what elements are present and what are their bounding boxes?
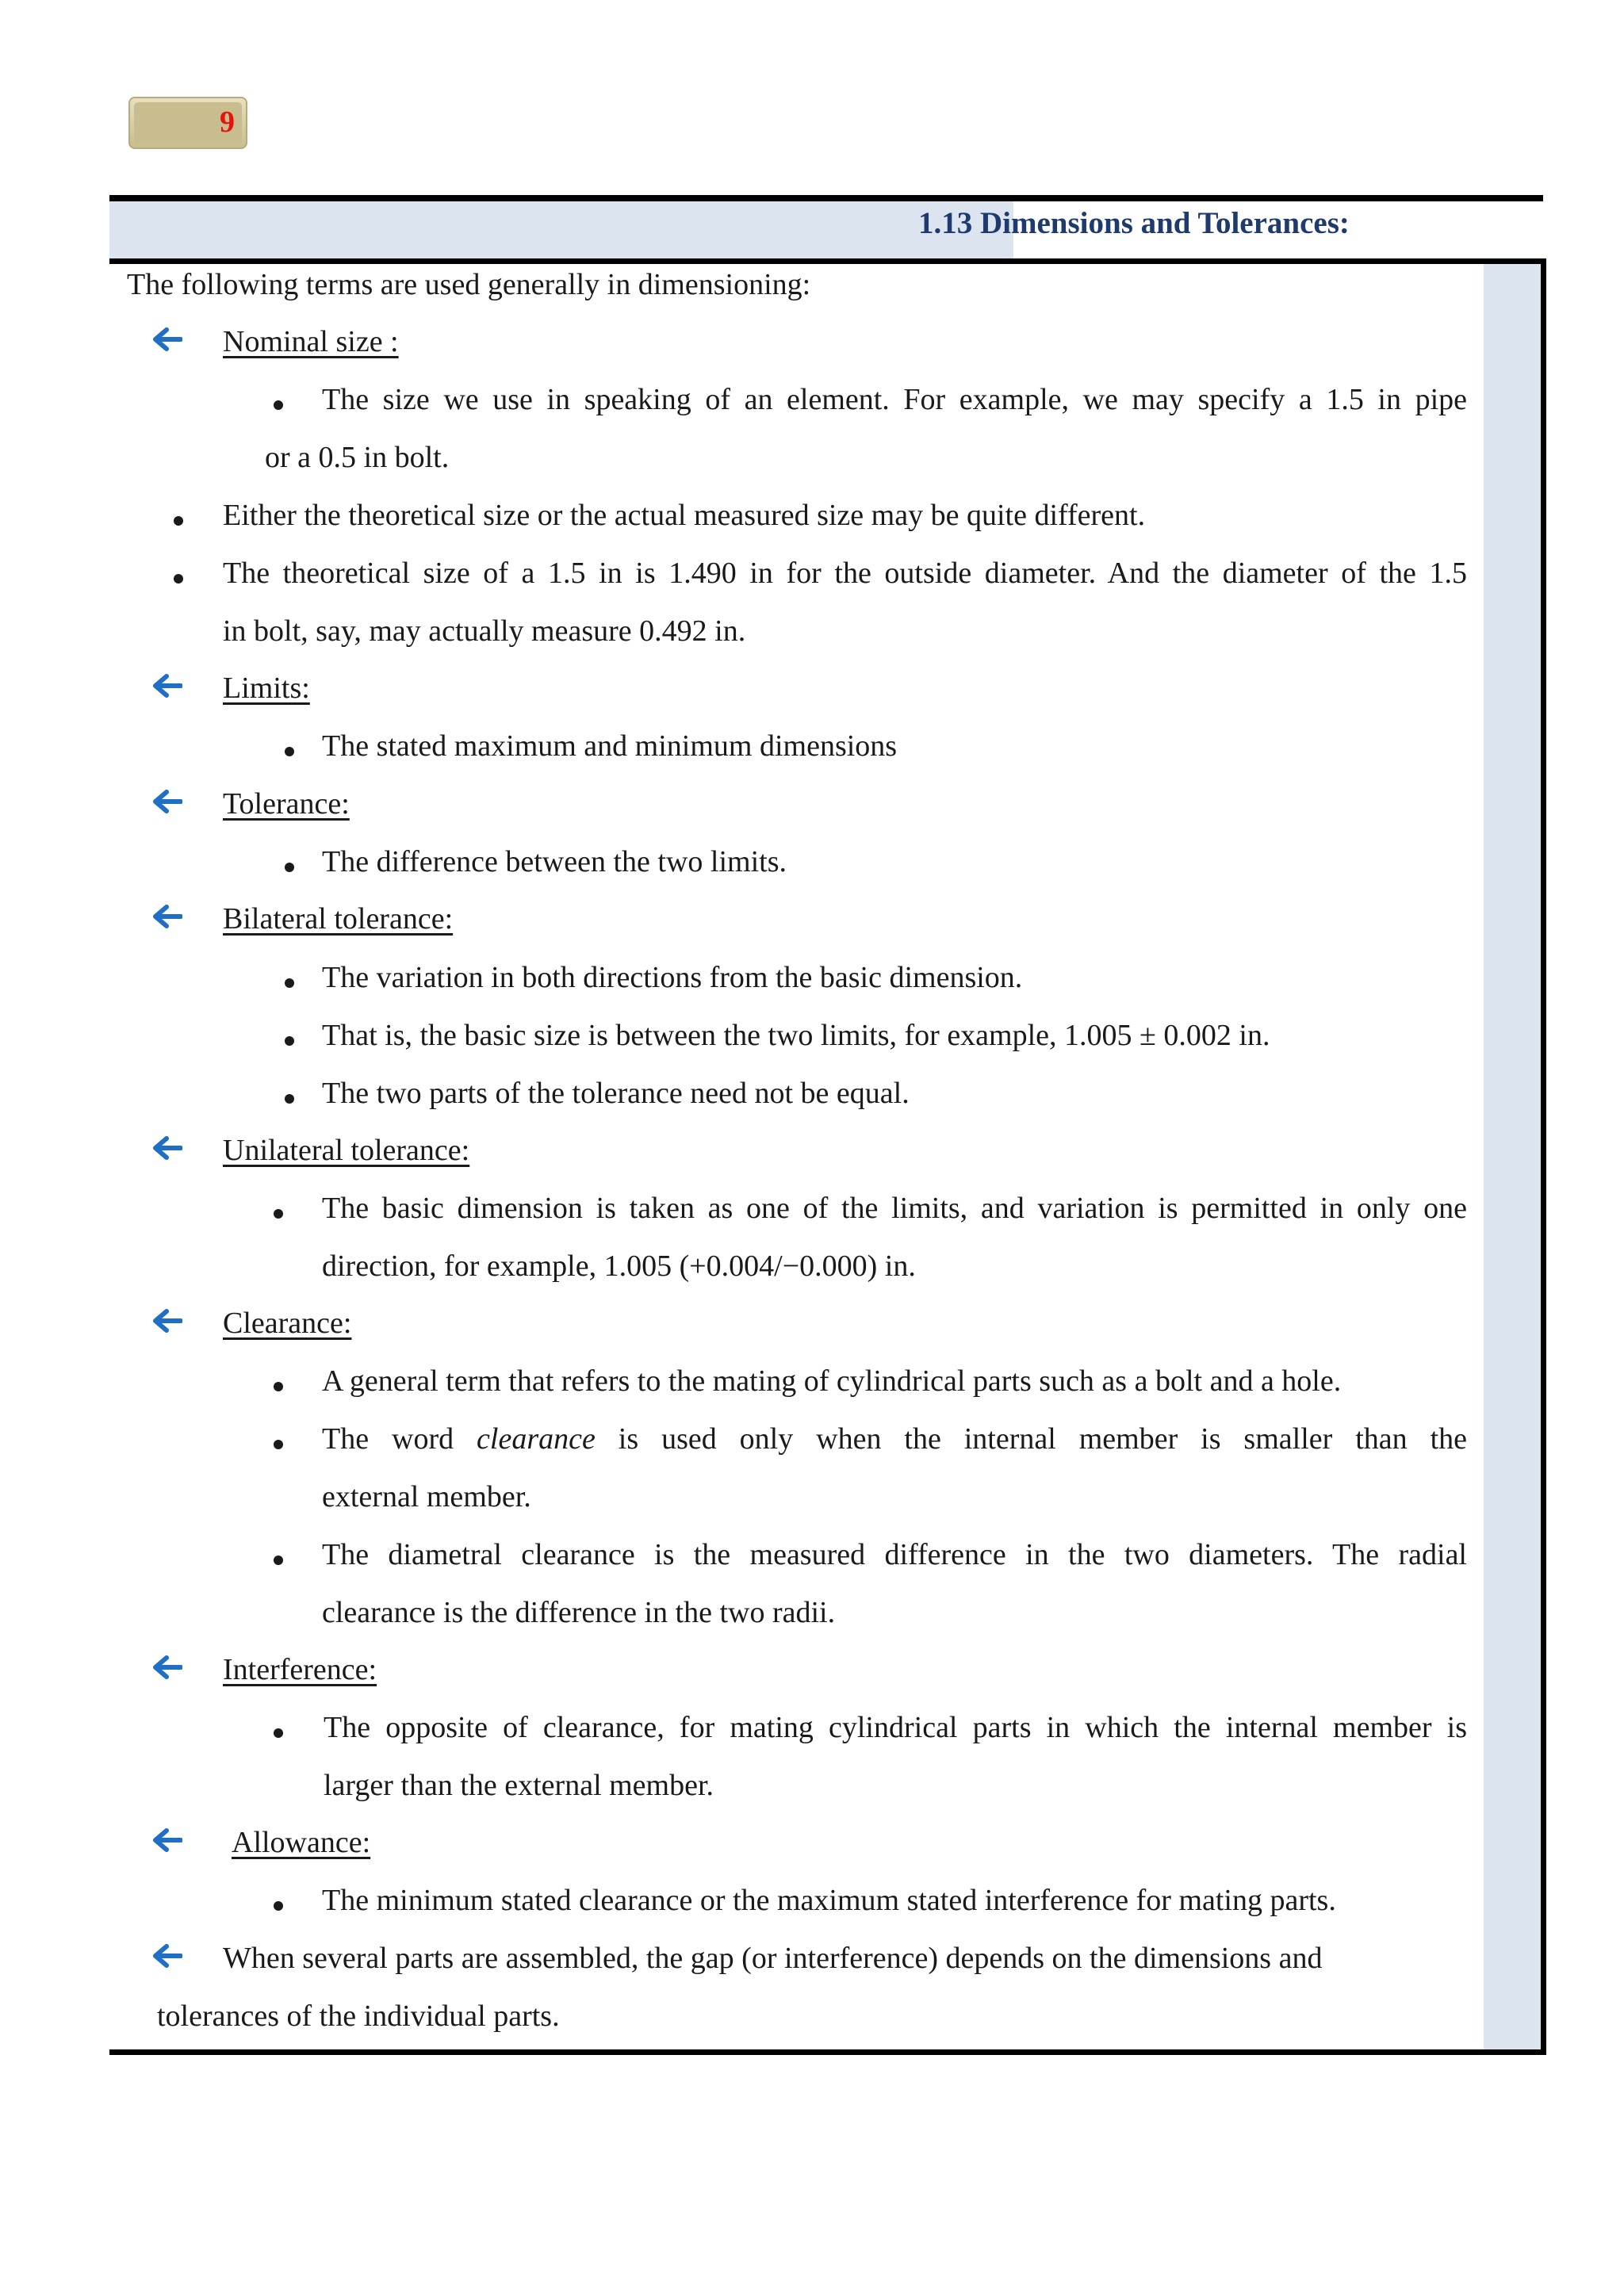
term-heading-unilateral-tolerance: Unilateral tolerance: xyxy=(223,1134,470,1167)
bullet-dot-icon xyxy=(285,747,294,756)
bullet-dot-icon xyxy=(274,1556,283,1565)
arrow-left-icon xyxy=(151,788,182,815)
bullet-dot-icon xyxy=(285,1036,294,1046)
interference-bullet-1: The opposite of clearance, for mating cylindrical parts in which the internal member is xyxy=(324,1711,1467,1744)
arrow-left-icon xyxy=(151,1135,182,1161)
clearance-bullet-1: A general term that refers to the mating of cylindrical parts such as a bolt and a hole. xyxy=(322,1364,1342,1398)
bullet-dot-icon xyxy=(274,1901,283,1911)
allowance-bullet-1: The minimum stated clearance or the maximum stated interference for mating parts. xyxy=(322,1884,1336,1917)
closing-line-1: When several parts are assembled, the gap (or interference) depends on the dimensions and xyxy=(223,1942,1323,1975)
clearance-term-emphasis: clearance xyxy=(477,1422,596,1456)
bilateral-bullet-3: The two parts of the tolerance need not be equal. xyxy=(322,1077,910,1110)
arrow-left-icon xyxy=(151,1307,182,1334)
bullet-dot-icon xyxy=(285,863,294,872)
nominal-bullet-2: Either the theoretical size or the actual measured size may be quite different. xyxy=(223,499,1146,532)
clearance-bullet-2-pre: The word xyxy=(322,1422,454,1456)
side-band xyxy=(1484,264,1541,2049)
arrow-left-icon xyxy=(151,672,182,699)
nominal-bullet-1-cont: or a 0.5 in bolt. xyxy=(265,441,450,474)
clearance-bullet-2-cont: external member. xyxy=(322,1480,531,1513)
bullet-dot-icon xyxy=(274,400,283,410)
nominal-bullet-3: The theoretical size of a 1.5 in is 1.490 in for the outside diameter. And the diameter of the 1.5 xyxy=(223,557,1467,590)
bullet-dot-icon xyxy=(274,1728,283,1738)
clearance-bullet-2 xyxy=(322,1410,1467,1468)
page-number: 9 xyxy=(220,105,235,139)
term-heading-allowance: Allowance: xyxy=(232,1826,371,1859)
intro-text: The following terms are used generally in dimensioning: xyxy=(127,268,811,301)
unilateral-bullet-1: The basic dimension is taken as one of the limits, and variation is permitted in only one xyxy=(322,1192,1467,1225)
bilateral-bullet-2: That is, the basic size is between the two limits, for example, 1.005 ± 0.002 in. xyxy=(322,1019,1270,1052)
nominal-bullet-3-cont: in bolt, say, may actually measure 0.492 in. xyxy=(223,614,746,648)
arrow-left-icon xyxy=(151,1942,182,1969)
arrow-left-icon xyxy=(151,326,182,353)
bullet-dot-icon xyxy=(285,978,294,988)
clearance-bullet-3-cont: clearance is the difference in the two radii. xyxy=(322,1596,836,1629)
bullet-dot-icon xyxy=(174,516,183,526)
term-heading-tolerance: Tolerance: xyxy=(223,787,350,821)
clearance-bullet-2-post: is used only when the internal member is smaller than the xyxy=(618,1422,1467,1456)
bullet-dot-icon xyxy=(285,1094,294,1104)
term-heading-clearance: Clearance: xyxy=(223,1307,352,1340)
limits-bullet-1: The stated maximum and minimum dimensions xyxy=(322,729,898,763)
closing-line-2: tolerances of the individual parts. xyxy=(157,1999,560,2033)
interference-bullet-1-cont: larger than the external member. xyxy=(324,1769,714,1802)
nominal-bullet-1: The size we use in speaking of an element. For example, we may specify a 1.5 in pipe xyxy=(322,383,1467,416)
bullet-dot-icon xyxy=(274,1440,283,1449)
bullet-dot-icon xyxy=(274,1382,283,1391)
page-number-badge xyxy=(128,97,247,149)
top-rule xyxy=(109,195,1543,201)
arrow-left-icon xyxy=(151,1827,182,1854)
content-frame xyxy=(109,258,1546,2055)
arrow-left-icon xyxy=(151,903,182,930)
term-heading-limits: Limits: xyxy=(223,672,310,705)
bullet-dot-icon xyxy=(274,1209,283,1219)
term-heading-bilateral-tolerance: Bilateral tolerance: xyxy=(223,902,454,936)
bilateral-bullet-1: The variation in both directions from the basic dimension. xyxy=(322,961,1023,994)
content-body xyxy=(109,264,1489,2049)
clearance-bullet-3: The diametral clearance is the measured difference in the two diameters. The radial xyxy=(322,1538,1467,1571)
section-title: 1.13 Dimensions and Tolerances: xyxy=(918,206,1350,240)
unilateral-bullet-1-cont: direction, for example, 1.005 (+0.004/−0.000) in. xyxy=(322,1249,916,1283)
tolerance-bullet-1: The difference between the two limits. xyxy=(322,845,787,878)
arrow-left-icon xyxy=(151,1654,182,1681)
bullet-dot-icon xyxy=(174,574,183,584)
term-heading-interference: Interference: xyxy=(223,1653,377,1686)
term-heading-nominal-size: Nominal size : xyxy=(223,325,399,358)
